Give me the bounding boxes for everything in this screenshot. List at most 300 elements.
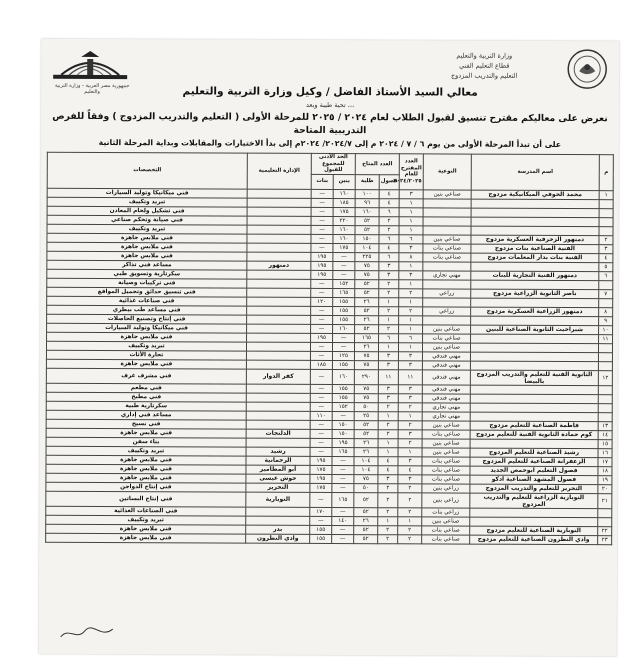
cell-classes: ٢ — [379, 225, 399, 234]
cell-type: صناعي بنات — [422, 534, 470, 543]
cell-num — [598, 352, 612, 361]
cell-num — [598, 361, 612, 370]
cell-count: ١ — [399, 207, 423, 216]
cell-girls: — — [311, 324, 333, 333]
cell-boys: — — [332, 534, 354, 543]
cell-boys: ١٥٠ — [332, 420, 354, 429]
ministry-name: وزارة التربية والتعليم — [456, 51, 513, 60]
cell-count: ٤ — [398, 465, 422, 474]
cell-boys: — — [332, 456, 354, 465]
cell-spec: تبريد وتكييف — [46, 446, 246, 456]
cell-students: ١٠٤ — [355, 243, 379, 252]
cell-girls: ١٩٥ — [310, 456, 332, 465]
cell-count: ٢ — [398, 534, 422, 543]
cell-boys: ١٩٥ — [332, 438, 354, 447]
cell-spec: فني ملابس جاهزة — [47, 332, 247, 342]
cell-num — [598, 517, 612, 526]
cell-admin — [246, 438, 310, 447]
cell-students: ١٦٠ — [355, 207, 379, 216]
cell-count: ١ — [398, 342, 422, 351]
cell-classes: ١ — [379, 297, 399, 306]
cell-students: ٧٥ — [355, 270, 379, 279]
cell-type: زراعي بنات — [422, 507, 470, 516]
cell-spec: فني إنتاج وتصنيع الحاصلات — [47, 314, 247, 324]
cell-num: ٢ — [599, 235, 613, 244]
cell-students: ٥٢ — [354, 525, 378, 534]
cell-type: صناعي بنين — [422, 447, 470, 456]
cell-boys: ١٥٥ — [333, 315, 355, 324]
cell-school: شبراخيت الثانوية الصناعية للبنين — [471, 325, 599, 335]
cell-admin — [247, 279, 311, 288]
cell-classes: ١ — [378, 438, 398, 447]
cell-spec: فني ملابس جاهزة — [46, 359, 246, 369]
cell-type: صناعي بنين — [423, 324, 471, 333]
cell-count: ٢ — [398, 507, 422, 516]
sector-name: قطاع التعليم الفني — [459, 61, 510, 70]
cell-students: ٧٥ — [354, 474, 378, 483]
cell-students: ٢٦ — [355, 297, 379, 306]
cell-count: ١ — [399, 324, 423, 333]
cell-students: ٥٢ — [354, 534, 378, 543]
cell-classes: ٢ — [378, 420, 398, 429]
cell-classes: ٣ — [378, 360, 398, 369]
cell-admin — [247, 216, 311, 225]
cell-classes: ٤ — [378, 465, 398, 474]
cell-classes: ٢ — [378, 402, 398, 411]
cell-num: ١١ — [599, 334, 613, 343]
cell-count: ٢ — [398, 525, 422, 534]
cell-classes: ٣ — [378, 384, 398, 393]
cell-classes: ٦ — [379, 252, 399, 261]
cell-girls: ١٧٥ — [310, 483, 332, 492]
cell-school: فاطمة الصناعية للتعليم مزدوج — [470, 421, 598, 431]
cell-num — [599, 226, 613, 235]
cell-spec: فني ملابس جاهزة — [47, 251, 247, 261]
document-title: معالي السيد الأستاذ الفاضل / وكيل وزارة التربية والتعليم — [182, 85, 478, 99]
cell-admin — [246, 360, 310, 369]
cell-spec: فني ملابس جاهزة — [46, 473, 246, 483]
cell-spec: تبريد وتكييف — [47, 224, 247, 234]
cell-admin: أبو المطامير — [246, 465, 310, 474]
cell-classes: ١ — [378, 342, 398, 351]
cell-students: ٩٦ — [355, 198, 379, 207]
cell-boys: ١٧٥ — [333, 207, 355, 216]
cell-admin — [247, 252, 311, 261]
cell-type: صناعي بنات — [423, 243, 471, 252]
greeting: تحية طيبة وبعد ،،، — [306, 100, 355, 110]
cell-num: ١٤ — [598, 430, 612, 439]
cell-type: صناعي بنات — [422, 525, 470, 534]
cell-count: ١ — [398, 411, 422, 420]
cell-girls: ١٩٥ — [311, 270, 333, 279]
document-page — [39, 39, 620, 657]
cell-type — [423, 261, 471, 270]
cell-type: صناعي بنات — [422, 429, 470, 438]
cell-classes: ٣ — [379, 270, 399, 279]
cell-classes: ٦ — [379, 207, 399, 216]
cell-students: ٢٦ — [354, 516, 378, 525]
cell-girls: ١٩٥ — [310, 474, 332, 483]
intro-line-1: نعرض على معاليكم مقترح تنسيق لقبول الطلاب لعام ٢٠٢٤ / ٢٠٢٥ للمرحلة الأولى ( التعليم والتدريب المزدوج ) وفقاً للفرص — [52, 110, 608, 125]
cell-boys: ١٥٥ — [332, 384, 354, 393]
cell-boys: ١٥٥ — [332, 360, 354, 369]
cell-spec: فني تشكيل ولحام المعادن — [47, 206, 247, 216]
cell-spec: فني صناعات غذائية — [47, 296, 247, 306]
cell-girls: — — [310, 402, 332, 411]
cell-count: ٢ — [399, 288, 423, 297]
cell-students: ١٠٤ — [354, 456, 378, 465]
cell-students: ٥٠ — [354, 483, 378, 492]
cell-type: مهني تجاري — [422, 411, 470, 420]
cell-num — [598, 403, 612, 412]
cell-admin: رشيد — [246, 447, 310, 456]
cell-type: صناعي بنين — [423, 234, 471, 243]
cell-admin: الرحمانية — [246, 456, 310, 465]
cell-school: ناصر الثانوية الزراعية مزدوج — [471, 289, 599, 299]
cell-students: ١٦٥ — [355, 333, 379, 342]
cell-girls: ١٧٥ — [310, 465, 332, 474]
cell-count: ٢ — [398, 492, 422, 507]
cell-classes: ٤ — [379, 198, 399, 207]
col-num: م — [599, 155, 613, 191]
cell-school: النوبارية الزراعية للتعليم والتدريب المزدوج — [470, 493, 598, 509]
cell-admin — [246, 411, 310, 420]
cell-classes: ١ — [378, 447, 398, 456]
col-girls: بنات — [311, 174, 333, 189]
cell-classes: ٢ — [378, 492, 398, 507]
cell-num — [598, 508, 612, 517]
cell-classes: ٢ — [379, 324, 399, 333]
cell-classes: ٣ — [378, 393, 398, 402]
cell-students: ٢٩٠ — [354, 369, 378, 384]
cell-admin — [246, 393, 310, 402]
cell-students: ١٥٠ — [355, 234, 379, 243]
cell-students: ٥٢ — [355, 279, 379, 288]
cell-students: ٥٠ — [354, 402, 378, 411]
cell-girls: ١٥٥ — [310, 525, 332, 534]
cell-school: الفنية الصناعية بنات مزدوج — [471, 244, 599, 254]
ministry-header — [409, 50, 559, 81]
cell-num — [599, 280, 613, 289]
cell-type: مهني تجاري — [423, 270, 471, 279]
cell-students: ٢٢٥ — [355, 252, 379, 261]
cell-school: النوبارية الصناعية للتعليم مزدوج — [470, 526, 598, 536]
cell-admin — [247, 189, 311, 198]
cell-spec: تبريد وتكييف — [46, 341, 246, 351]
department-name: التعليم والتدريب المزدوج — [450, 71, 518, 80]
cell-school: فصول التعليم ابوحمص الجديد — [470, 466, 598, 476]
cell-boys: ١٢٥ — [332, 351, 354, 360]
cell-num: ١٦ — [598, 448, 612, 457]
cell-admin: التحرير — [246, 483, 310, 492]
cell-spec: تجارة الأثاث — [46, 350, 246, 360]
cell-school: دمنهور الزخرفية العسكرية مزدوج — [471, 235, 599, 245]
cell-students: ٥٢ — [355, 306, 379, 315]
cell-count: ٣ — [399, 189, 423, 198]
cell-boys: — — [332, 342, 354, 351]
cell-boys: ١٥٥ — [332, 393, 354, 402]
cell-classes: ٤ — [379, 243, 399, 252]
cell-boys: ١٧٥ — [333, 243, 355, 252]
col-specializations: التخصصات — [47, 152, 247, 188]
logo-caption: جمهورية مصر العربية - وزارة التربية والتعليم — [54, 82, 130, 95]
cell-students: ٢٦ — [354, 438, 378, 447]
cell-count: ٢ — [398, 438, 422, 447]
cell-girls: ١٨٥ — [310, 360, 332, 369]
cell-boys: — — [332, 474, 354, 483]
col-type: النوعية — [423, 154, 471, 190]
cell-girls: — — [310, 447, 332, 456]
cell-count: ١ — [399, 198, 423, 207]
cell-spec: فني ميكانيكا وتوليد السيارات — [47, 323, 247, 333]
cell-boys: — — [333, 252, 355, 261]
cell-classes: ٢ — [379, 216, 399, 225]
cell-students: ٢٥ — [354, 411, 378, 420]
cell-admin: حوش عيسى — [246, 474, 310, 483]
cell-boys: — — [332, 465, 354, 474]
cell-girls: — — [310, 384, 332, 393]
cell-boys: ١٦٠ — [333, 225, 355, 234]
cell-admin — [246, 507, 310, 516]
cell-classes: ١ — [379, 315, 399, 324]
cell-num — [598, 385, 612, 394]
cell-count: ٢ — [398, 402, 422, 411]
cell-boys: ١٦٠ — [333, 234, 355, 243]
cell-count: ٨ — [399, 252, 423, 261]
cell-admin — [246, 516, 310, 525]
cell-count: ٣ — [398, 393, 422, 402]
cell-students: ١٠٠ — [355, 189, 379, 198]
col-school: اسم المدرسة — [471, 154, 599, 190]
cell-count: ٣ — [398, 429, 422, 438]
cell-num — [598, 394, 612, 403]
cell-boys: — — [333, 333, 355, 342]
cell-school: محمد الحوفي الميكانيكية مزدوج — [471, 190, 599, 200]
cell-admin — [246, 402, 310, 411]
cell-type: صناعي بنين — [422, 342, 470, 351]
cell-admin — [247, 225, 311, 234]
cell-girls: — — [311, 189, 333, 198]
cell-boys: ١٦٠ — [333, 189, 355, 198]
cell-spec: تبريد وتكييف — [46, 515, 246, 525]
cell-classes: ١١ — [378, 369, 398, 384]
cell-spec: تبريد وتكييف — [47, 197, 247, 207]
cell-boys: — — [333, 261, 355, 270]
cell-num: ٥ — [599, 262, 613, 271]
cell-num: ٣ — [599, 244, 613, 253]
cell-spec: فني نسيج — [46, 419, 246, 429]
cell-girls: — — [311, 216, 333, 225]
cell-type — [423, 279, 471, 288]
cell-type: زراعي بنين — [422, 492, 470, 507]
cell-girls: — — [311, 288, 333, 297]
cell-num — [599, 298, 613, 307]
cell-num — [598, 343, 612, 352]
cell-count: ٣ — [399, 243, 423, 252]
cell-girls: — — [311, 243, 333, 252]
cell-admin — [246, 351, 310, 360]
cell-type — [423, 198, 471, 207]
cell-type — [423, 315, 471, 324]
cell-num: ٢٢ — [598, 526, 612, 535]
cell-admin: النوبارية — [246, 492, 310, 507]
cell-boys: ١٦٠ — [333, 324, 355, 333]
cell-boys: — — [333, 270, 355, 279]
cell-girls: — — [310, 492, 332, 507]
cell-spec: فني ملابس جاهزة — [47, 233, 247, 243]
cell-students: ٥٢ — [354, 429, 378, 438]
cell-boys: ١٨٥ — [333, 198, 355, 207]
cell-num: ٩ — [599, 316, 613, 325]
cell-classes: ٢ — [379, 279, 399, 288]
cell-students: ٥٢ — [354, 507, 378, 516]
signature-stamp — [57, 623, 117, 643]
cell-boys: ٢٢٠ — [333, 216, 355, 225]
cell-type: صناعي بنين — [422, 420, 470, 429]
cell-type — [423, 297, 471, 306]
cell-type: مهني فندقي — [422, 369, 470, 384]
cell-num — [599, 199, 613, 208]
cell-spec: فني تنسيق حدائق وتجميل المواقع — [47, 287, 247, 297]
cell-girls: ١٩٥ — [311, 261, 333, 270]
cell-students: ٧٥ — [354, 384, 378, 393]
cell-girls: ١٧٠ — [310, 507, 332, 516]
cell-num: ٢٣ — [598, 535, 612, 544]
cell-admin: دمنهور — [247, 261, 311, 270]
cell-spec: فني مطبخ — [46, 392, 246, 402]
cell-count: ١ — [398, 447, 422, 456]
intro-line-2: التدريبية المتاحة — [293, 124, 367, 137]
admission-table — [45, 152, 614, 545]
cell-classes: ١ — [378, 516, 398, 525]
cell-school: الفنية بنات بدار المعلمات مزدوج — [471, 253, 599, 263]
cell-girls: — — [311, 225, 333, 234]
cell-admin — [247, 243, 311, 252]
cell-spec: فني تركيبات وصيانة — [47, 278, 247, 288]
cell-count: ٢ — [399, 306, 423, 315]
cell-admin — [246, 384, 310, 393]
cell-num: ٤ — [599, 253, 613, 262]
cell-admin: بدر — [246, 525, 310, 534]
col-min-total: الحد الأدنى للمجموع للقبول — [311, 153, 355, 174]
cell-type: صناعي بنين — [423, 189, 471, 198]
cell-students: ٥٢ — [355, 216, 379, 225]
cell-girls: — — [311, 207, 333, 216]
cell-count: ١ — [398, 516, 422, 525]
cell-count: ١ — [399, 315, 423, 324]
cell-classes: ٢ — [379, 288, 399, 297]
cell-spec: فني ملابس جاهزة — [46, 455, 246, 465]
cell-count: ٣ — [398, 474, 422, 483]
cell-girls: ١٩٥ — [311, 252, 333, 261]
cell-boys: — — [332, 525, 354, 534]
cell-admin — [247, 333, 311, 342]
cell-boys: ١٦٥ — [333, 288, 355, 297]
cell-type: صناعي بنات — [422, 465, 470, 474]
cell-school: كوم حمادة الثانوية الفنية للتعليم مزدوج — [470, 430, 598, 440]
cell-count: ٢ — [398, 483, 422, 492]
cell-count: ٣ — [398, 360, 422, 369]
cell-spec: سكرتارية وتسويق طبي — [47, 269, 247, 279]
cell-count: ١ — [399, 279, 423, 288]
cell-type: صناعي بنين — [422, 516, 470, 525]
cell-num: ٢٠ — [598, 484, 612, 493]
cell-boys: ١٥٥ — [333, 297, 355, 306]
cell-spec: فني مشرف غرف — [46, 368, 246, 384]
cell-girls: — — [311, 279, 333, 288]
cell-girls: — — [310, 342, 332, 351]
cell-admin — [247, 297, 311, 306]
cell-girls: — — [310, 438, 332, 447]
cell-students: ١٠٤ — [354, 465, 378, 474]
col-available: العدد المتاح — [355, 154, 399, 175]
cell-spec: فني مساعد طب بيطري — [47, 305, 247, 315]
cell-admin — [247, 315, 311, 324]
cell-boys: ١٥٢ — [332, 402, 354, 411]
cell-type: زراعي — [423, 306, 471, 315]
cell-girls: ١٢٠ — [311, 297, 333, 306]
cell-spec: مساعد فني تذاكر — [47, 260, 247, 270]
cell-admin — [247, 288, 311, 297]
cell-boys: ١٦٥ — [332, 492, 354, 507]
cell-girls: — — [310, 369, 332, 384]
col-boys: بنين — [333, 174, 355, 189]
cell-spec: فني ملابس جاهزة — [46, 464, 246, 474]
cell-num: ١٩ — [598, 475, 612, 484]
col-classes: فصول — [379, 174, 399, 189]
cell-spec: فني مطعم — [46, 383, 246, 393]
cell-admin: وادي النطرون — [246, 534, 310, 543]
cell-admin: كفر الدوار — [246, 369, 310, 384]
cell-num: ٧ — [599, 289, 613, 298]
cell-admin — [246, 342, 310, 351]
cell-type: صناعي بنات — [422, 474, 470, 483]
cell-girls: — — [310, 393, 332, 402]
cell-count: ٢ — [398, 420, 422, 429]
cell-spec: بناء سفن — [46, 437, 246, 447]
cell-type: صناعي بنات — [423, 252, 471, 261]
cell-type: مهني فندقي — [422, 351, 470, 360]
cell-spec: فني ملابس جاهزة — [46, 524, 246, 534]
cell-girls: ١٩٥ — [311, 333, 333, 342]
cell-classes: ٦ — [379, 234, 399, 243]
cell-students: ٧٥ — [355, 261, 379, 270]
cell-girls: — — [310, 429, 332, 438]
emblem-seal — [565, 47, 609, 91]
cell-num: ١٣ — [598, 421, 612, 430]
cell-students: ٢٦ — [354, 447, 378, 456]
cell-num: ١٠ — [599, 325, 613, 334]
table-body — [46, 188, 614, 544]
cell-type: صناعي بنات — [423, 333, 471, 342]
cell-type: مهني تجاري — [422, 402, 470, 411]
cell-students: ٥٢ — [355, 225, 379, 234]
cell-num: ٦ — [599, 271, 613, 280]
cell-count: ٣ — [398, 351, 422, 360]
cell-count: ٦ — [399, 234, 423, 243]
cell-type: زراعي — [423, 288, 471, 297]
cell-girls: ١١٠ — [310, 411, 332, 420]
cell-num: ٢١ — [598, 493, 612, 508]
cell-students: ٥٢ — [355, 324, 379, 333]
cell-boys: ١٦٠ — [332, 369, 354, 384]
cell-school: دمنهور الزراعية العسكرية مزدوج — [471, 307, 599, 317]
cell-classes: ٤ — [379, 189, 399, 198]
cell-students: ٧٥ — [354, 393, 378, 402]
cell-type — [423, 216, 471, 225]
cell-boys: — — [332, 411, 354, 420]
cell-num — [599, 217, 613, 226]
